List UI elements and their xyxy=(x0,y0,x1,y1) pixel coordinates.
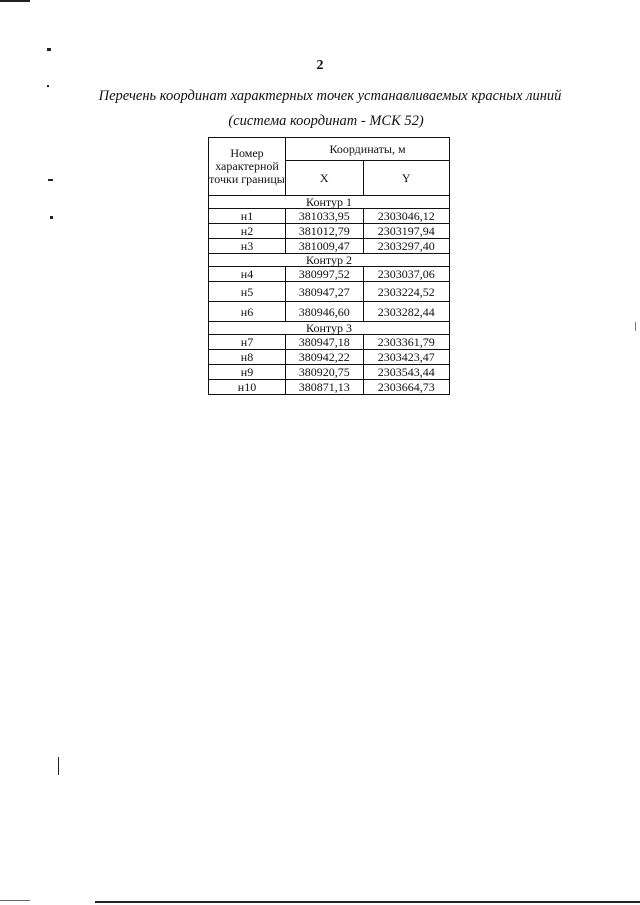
y-cell: 2303361,79 xyxy=(363,335,449,350)
table-row xyxy=(209,365,450,380)
point-cell: н1 xyxy=(209,209,286,224)
x-cell: 380947,27 xyxy=(286,282,364,302)
document-title: Перечень координат характерных точек устанавливаемых красных линий xyxy=(98,88,562,104)
scan-artifact-dot xyxy=(47,48,51,51)
y-cell: 2303297,40 xyxy=(363,239,449,254)
x-cell: 380997,52 xyxy=(286,267,364,282)
table-row xyxy=(209,239,450,254)
point-cell: н9 xyxy=(209,365,286,380)
y-cell: 2303543,44 xyxy=(363,365,449,380)
contour-row xyxy=(209,322,450,335)
page-number: 2 xyxy=(316,58,324,73)
table-row xyxy=(209,380,450,395)
x-cell: 381033,95 xyxy=(286,209,364,224)
y-cell: 2303197,94 xyxy=(363,224,449,239)
scan-artifact-line xyxy=(0,900,30,901)
x-cell: 381009,47 xyxy=(286,239,364,254)
contour-label: Контур 2 xyxy=(209,254,450,267)
header-point-number: Номер характерной точки границы xyxy=(209,138,286,196)
x-cell: 380920,75 xyxy=(286,365,364,380)
point-cell: н8 xyxy=(209,350,286,365)
scan-artifact-dot xyxy=(48,179,53,181)
point-cell: н6 xyxy=(209,302,286,322)
scan-artifact-line xyxy=(58,757,59,775)
table-row xyxy=(209,267,450,282)
document-subtitle: (система координат - МСК 52) xyxy=(228,113,424,129)
table-header-row xyxy=(209,138,450,161)
x-cell: 381012,79 xyxy=(286,224,364,239)
header-y: Y xyxy=(363,161,449,196)
coordinates-table xyxy=(208,137,450,395)
point-cell: н10 xyxy=(209,380,286,395)
point-cell: н4 xyxy=(209,267,286,282)
point-cell: н7 xyxy=(209,335,286,350)
scan-artifact-line xyxy=(635,322,636,331)
y-cell: 2303037,06 xyxy=(363,267,449,282)
y-cell: 2303423,47 xyxy=(363,350,449,365)
table-row xyxy=(209,335,450,350)
table-row xyxy=(209,350,450,365)
x-cell: 380946,60 xyxy=(286,302,364,322)
scan-artifact-dot xyxy=(47,85,49,87)
y-cell: 2303664,73 xyxy=(363,380,449,395)
x-cell: 380942,22 xyxy=(286,350,364,365)
header-coordinates: Координаты, м xyxy=(286,138,450,161)
y-cell: 2303224,52 xyxy=(363,282,449,302)
point-cell: н2 xyxy=(209,224,286,239)
header-x: X xyxy=(286,161,364,196)
table-row xyxy=(209,282,450,302)
scan-artifact-bottom-edge xyxy=(95,901,640,903)
contour-row xyxy=(209,254,450,267)
x-cell: 380947,18 xyxy=(286,335,364,350)
y-cell: 2303282,44 xyxy=(363,302,449,322)
point-cell: н3 xyxy=(209,239,286,254)
scan-artifact-dot xyxy=(50,216,53,219)
contour-label: Контур 1 xyxy=(209,196,450,209)
x-cell: 380871,13 xyxy=(286,380,364,395)
scan-artifact-line xyxy=(0,0,30,2)
point-cell: н5 xyxy=(209,282,286,302)
table-row xyxy=(209,302,450,322)
contour-label: Контур 3 xyxy=(209,322,450,335)
contour-row xyxy=(209,196,450,209)
y-cell: 2303046,12 xyxy=(363,209,449,224)
table-row xyxy=(209,209,450,224)
table-row xyxy=(209,224,450,239)
